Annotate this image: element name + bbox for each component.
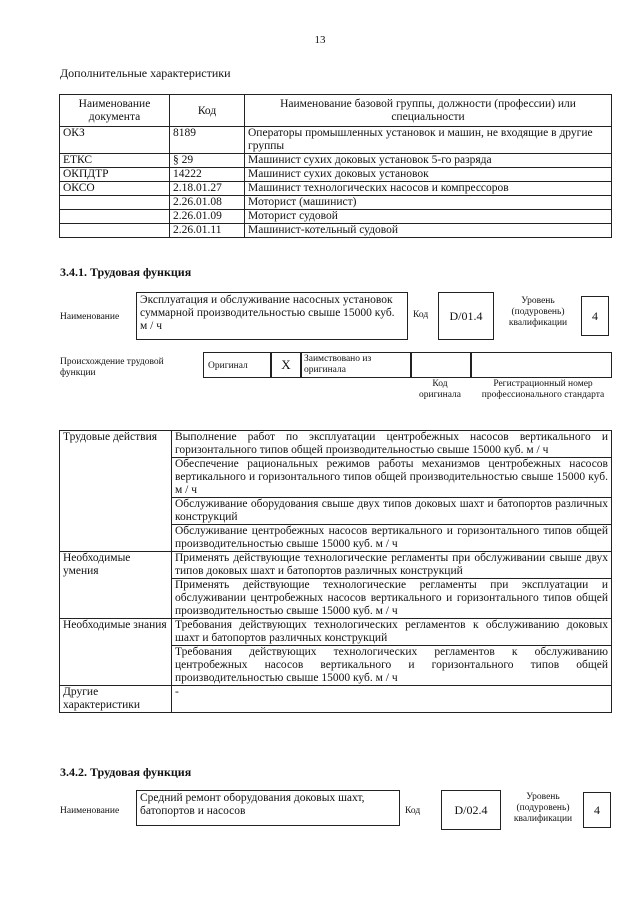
page-number: 13	[314, 34, 326, 46]
f1-origin-label: Происхождение трудовой функции	[60, 357, 164, 378]
f2-code-value: D/02.4	[441, 790, 501, 830]
code-cell: 2.26.01.09	[170, 210, 245, 224]
name-cell: Машинист-котельный судовой	[245, 224, 612, 238]
code-cell: 2.18.01.27	[170, 182, 245, 196]
table-row	[60, 552, 612, 579]
table-row	[60, 431, 612, 458]
f1-original-label: Оригинал	[208, 361, 248, 371]
function-1-title: 3.4.1. Трудовая функция	[60, 265, 192, 279]
item-cell: Выполнение работ по эксплуатации центробежных насосов вертикального и горизонтального типов общей производительностью свыше 15000 куб. м / ч	[172, 431, 612, 458]
item-cell: Обеспечение рациональных режимов работы механизмов центробежных насосов вертикального и горизонтального типов общей производительностью свыше 15000 куб. м / ч	[172, 458, 612, 498]
header-document: Наименование документа	[60, 95, 170, 127]
table-row	[60, 196, 612, 210]
table-row	[60, 210, 612, 224]
f2-level-label: Уровень (подуровень) квалификации	[513, 792, 573, 824]
function-2-title: 3.4.2. Трудовая функция	[60, 765, 192, 779]
document-cell	[60, 210, 170, 224]
header-name: Наименование базовой группы, должности (профессии) или специальности	[245, 95, 612, 127]
f1-level-value: 4	[581, 296, 609, 336]
category-cell: Необходимые знания	[60, 619, 172, 686]
document-cell: ОКПДТР	[60, 168, 170, 182]
name-cell: Моторист судовой	[245, 210, 612, 224]
code-cell: § 29	[170, 154, 245, 168]
code-cell: 2.26.01.11	[170, 224, 245, 238]
item-cell: -	[172, 686, 612, 713]
f2-name-label: Наименование	[60, 806, 120, 816]
f1-name-label: Наименование	[60, 312, 120, 322]
item-cell: Применять действующие технологические регламенты при обслуживании свыше двух типов доковых шахт и батопортов различных конструкций	[172, 552, 612, 579]
table-row	[60, 182, 612, 196]
f2-level-value: 4	[583, 792, 611, 828]
f1-reg-number-label: Регистрационный номер профессионального стандарта	[481, 379, 605, 400]
f2-code-label: Код	[405, 806, 421, 816]
f1-code-value: D/01.4	[438, 292, 494, 340]
f1-code-label: Код	[413, 310, 429, 320]
table-header-row	[60, 95, 612, 127]
table-row	[60, 686, 612, 713]
category-cell: Необходимые умения	[60, 552, 172, 619]
table-row	[60, 168, 612, 182]
code-cell: 14222	[170, 168, 245, 182]
f1-original-mark: X	[271, 352, 301, 378]
item-cell: Обслуживание центробежных насосов вертикального и горизонтального типов общей производительностью свыше 15000 куб. м / ч	[172, 525, 612, 552]
additional-characteristics-heading: Дополнительные характеристики	[60, 66, 231, 80]
code-cell: 2.26.01.08	[170, 196, 245, 210]
table-row	[60, 224, 612, 238]
f1-name-value: Эксплуатация и обслуживание насосных установок суммарной производительностью свыше 15000 куб. м / ч	[136, 292, 408, 340]
additional-characteristics-table	[59, 94, 612, 238]
name-cell: Моторист (машинист)	[245, 196, 612, 210]
document-cell	[60, 196, 170, 210]
table-row	[60, 127, 612, 154]
document-cell: ОКСО	[60, 182, 170, 196]
item-cell: Обслуживание оборудования свыше двух типов доковых шахт и батопортов различных конструкций	[172, 498, 612, 525]
document-cell	[60, 224, 170, 238]
name-cell: Машинист сухих доковых установок 5-го разряда	[245, 154, 612, 168]
code-cell: 8189	[170, 127, 245, 154]
table-row	[60, 154, 612, 168]
f1-borrowed-label: Заимствовано из оригинала	[304, 354, 372, 375]
item-cell: Требования действующих технологических регламентов к обслуживанию центробежных насосов вертикального и горизонтального типов общей производительностью свыше 15000 куб. м / ч	[172, 646, 612, 686]
name-cell: Машинист сухих доковых установок	[245, 168, 612, 182]
table-row	[60, 619, 612, 646]
name-cell: Машинист технологических насосов и компрессоров	[245, 182, 612, 196]
document-cell: ЕТКС	[60, 154, 170, 168]
category-cell: Другие характеристики	[60, 686, 172, 713]
f2-name-value: Средний ремонт оборудования доковых шахт, батопортов и насосов	[136, 790, 400, 826]
item-cell: Применять действующие технологические регламенты при эксплуатации и обслуживании центробежных насосов вертикального и горизонтального типов общей производительностью свыше 15000 куб. м / ч	[172, 579, 612, 619]
category-cell: Трудовые действия	[60, 431, 172, 552]
function-1-table	[59, 430, 612, 713]
name-cell: Операторы промышленных установок и машин, не входящие в другие группы	[245, 127, 612, 154]
document-cell: ОКЗ	[60, 127, 170, 154]
header-code: Код	[170, 95, 245, 127]
item-cell: Требования действующих технологических регламентов к обслуживанию доковых шахт и батопортов различных конструкций	[172, 619, 612, 646]
f1-level-label: Уровень (подуровень) квалификации	[508, 296, 568, 328]
f1-code-original-label: Код оригинала	[419, 379, 461, 400]
